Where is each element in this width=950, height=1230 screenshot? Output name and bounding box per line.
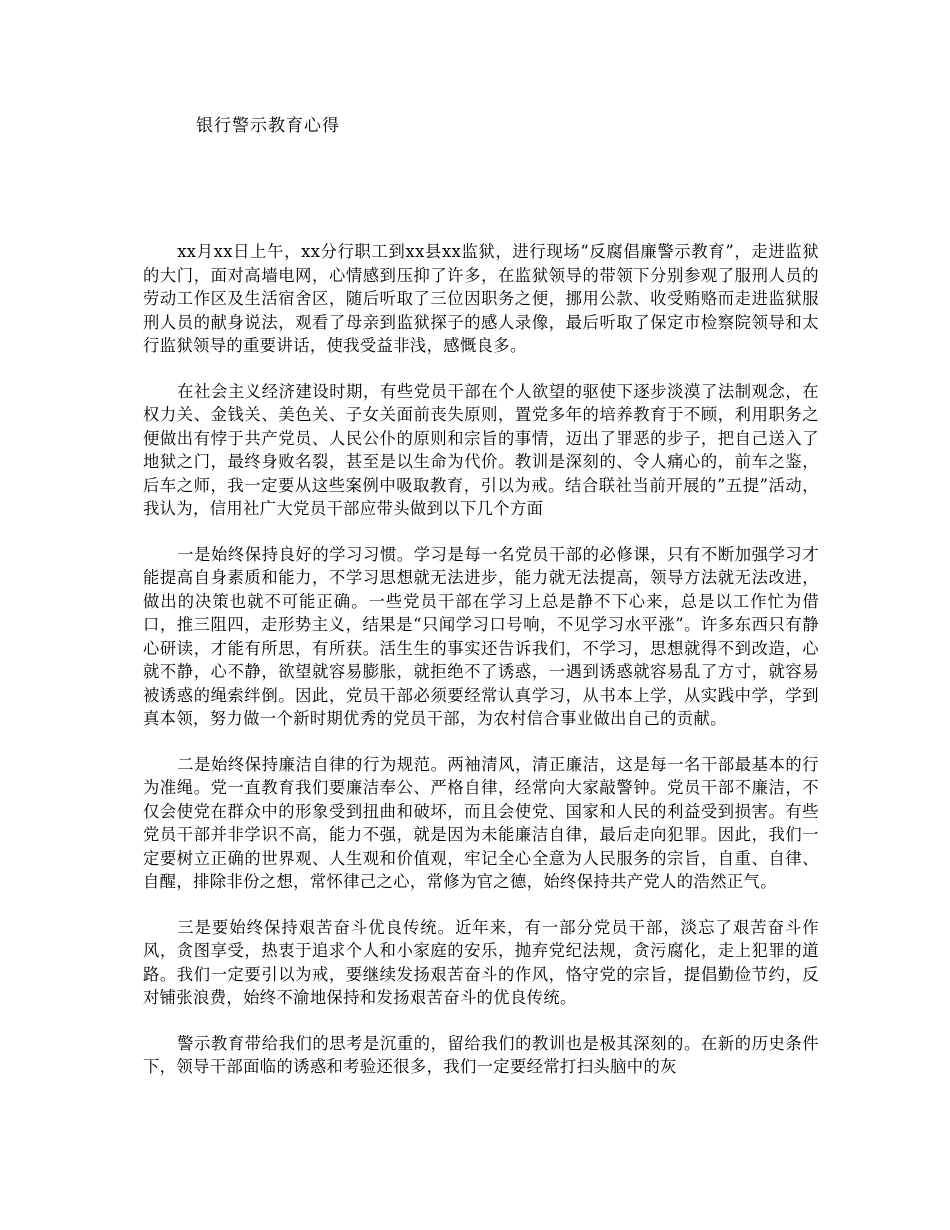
paragraph-hard-work: 三是要始终保持艰苦奋斗优良传统。近年来，有一部分党员干部，淡忘了艰苦奋斗作风，贪图享受，热衷于追求个人和小家庭的安乐，抛弃党纪法规，贪污腐化，走上犯罪的道路。我们一定要引以为戒，要继续发扬艰苦奋斗的作风，恪守党的宗旨，提倡勤俭节约，反对铺张浪费，始终不渝地保持和发扬艰苦奋斗的优良传统。 xyxy=(143,917,819,1007)
document-title: 银行警示教育心得 xyxy=(196,116,340,136)
paragraph-intro: xx月xx日上午，xx分行职工到xx县xx监狱，进行现场“反腐倡廉警示教育”，走进监狱的大门，面对高墙电网，心情感到压抑了许多，在监狱领导的带领下分别参观了服刑人员的劳动工作区及生活宿舍区，随后听取了三位因职务之便，挪用公款、收受贿赂而走进监狱服刑人员的献身说法，观看了母亲到监狱探子的感人录像，最后听取了保定市检察院领导和太行监狱领导的重要讲话，使我受益非浅，感慨良多。 xyxy=(143,242,819,355)
paragraph-study-habit: 一是始终保持良好的学习习惯。学习是每一名党员干部的必修课，只有不断加强学习才能提高自身素质和能力，不学习思想就无法进步，能力就无法提高，领导方法就无法改进，做出的决策也就不可能正确。一些党员干部在学习上总是静不下心来，总是以工作忙为借口，推三阻四，走形势主义，结果是“只闻学习口号响，不见学习水平涨”。许多东西只有静心研读，才能有所思，有所获。活生生的事实还告诉我们，不学习，思想就得不到改造，心就不静，心不静，欲望就容易膨胀，就拒绝不了诱惑，一遇到诱惑就容易乱了方寸，就容易被诱惑的绳索绊倒。因此，党员干部必须要经常认真学习，从书本上学，从实践中学，学到真本领，努力做一个新时期优秀的党员干部，为农村信合事业做出自己的贡献。 xyxy=(143,544,819,728)
paragraph-context: 在社会主义经济建设时期，有些党员干部在个人欲望的驱使下逐步淡漠了法制观念，在权力关、金钱关、美色关、子女关面前丧失原则，置党多年的培养教育于不顾，利用职务之便做出有悖于共产党员、人民公仆的原则和宗旨的事情，迈出了罪恶的步子，把自己送入了地狱之门，最终身败名裂，甚至是以生命为代价。教训是深刻的、令人痛心的，前车之鉴，后车之师，我一定要从这些案例中吸取教育，引以为戒。结合联社当前开展的”五提”活动，我认为，信用社广大党员干部应带头做到以下几个方面 xyxy=(143,381,819,518)
paragraph-conclusion: 警示教育带给我们的思考是沉重的，留给我们的教训也是极其深刻的。在新的历史条件下，领导干部面临的诱惑和考验还很多，我们一定要经常打扫头脑中的灰 xyxy=(143,1033,819,1076)
document-body xyxy=(143,240,819,1101)
paragraph-integrity: 二是始终保持廉洁自律的行为规范。两袖清风，清正廉洁，这是每一名干部最基本的行为准绳。党一直教育我们要廉洁奉公、严格自律，经常向大家敲警钟。党员干部不廉洁，不仅会使党在群众中的形象受到扭曲和破坏，而且会使党、国家和人民的利益受到损害。有些党员干部并非学识不高，能力不强，就是因为未能廉洁自律，最后走向犯罪。因此，我们一定要树立正确的世界观、人生观和价值观，牢记全心全意为人民服务的宗旨，自重、自律、自醒，排除非份之想，常怀律己之心，常修为官之德，始终保持共产党人的浩然正气。 xyxy=(143,754,819,891)
